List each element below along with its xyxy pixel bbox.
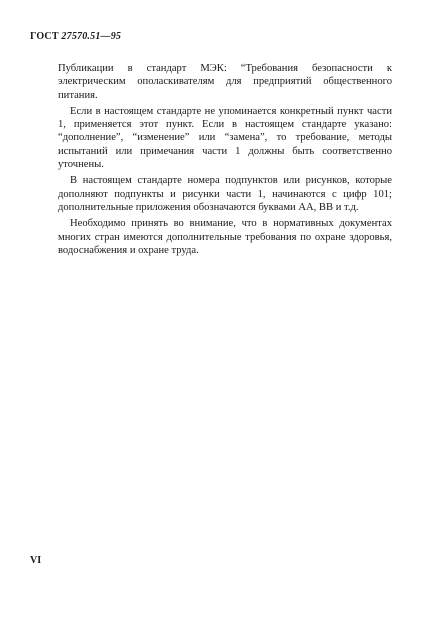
paragraph: Если в настоящем стандарте не упоминается конкретный пункт части 1, применяется этот пункт. Если в настоящем стандарте указано: “дополнение”, “изменение” или “замена”, то требование, методы испытаний или примечания части 1 должны быть соответственно уточнены.: [58, 105, 392, 171]
page-header: [30, 31, 121, 42]
paragraph: Публикации в стандарт МЭК: “Требования безопасности к электрическим ополаскивателям для предприятий общественного питания.: [58, 63, 392, 101]
page-number: VI: [30, 555, 42, 566]
body-text: [58, 62, 392, 260]
paragraph: Необходимо принять во внимание, что в нормативных документах многих стран имеются дополнительные требования по охране здоровья, водоснабжения и охране труда.: [58, 218, 392, 256]
paragraph: В настоящем стандарте номера подпунктов или рисунков, которые дополняют подпункты и рисунки части 1, начинаются с цифр 101; дополнительные приложения обозначаются буквами АА, ВВ и т.д.: [58, 175, 392, 213]
header-prefix: ГОСТ: [30, 31, 59, 42]
header-standard-number: 27570.51—95: [61, 31, 122, 42]
